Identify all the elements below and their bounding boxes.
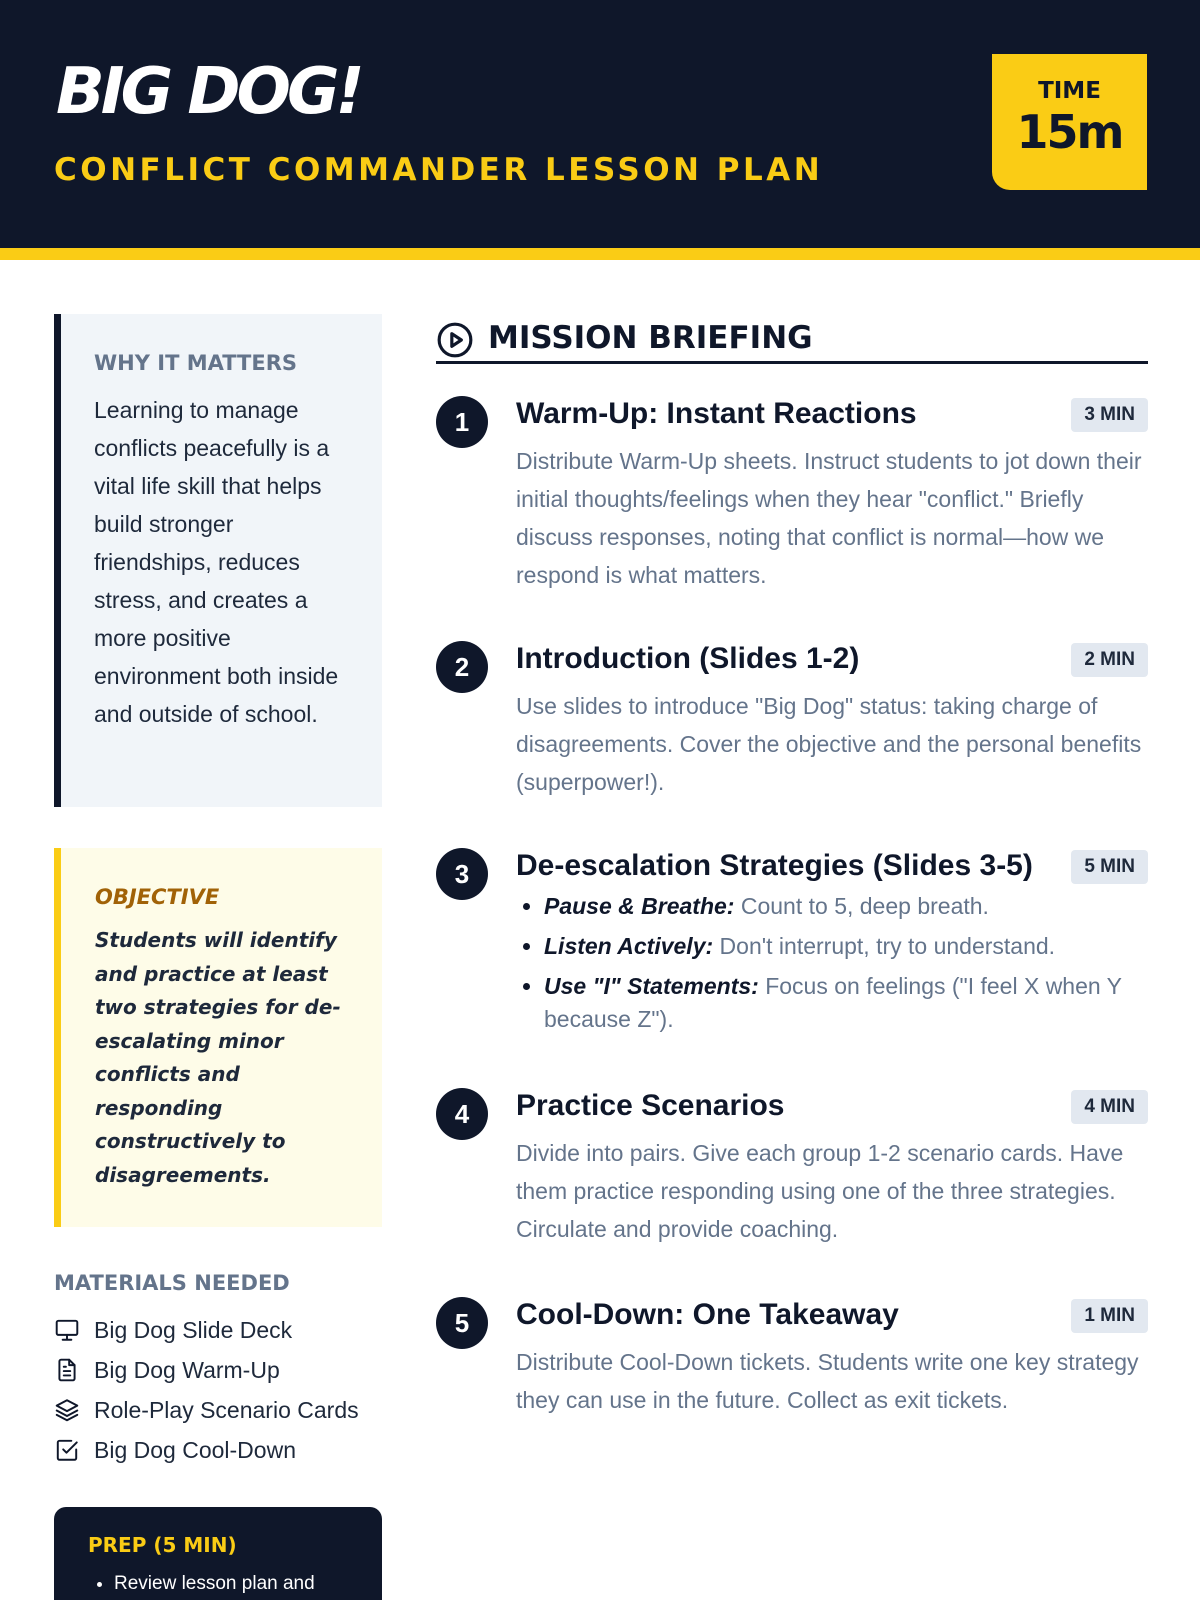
step-title: Cool-Down: One Takeaway [516,1298,899,1331]
material-item [54,1430,394,1470]
document-icon [54,1357,80,1383]
strategy-item [544,890,1148,923]
time-label: TIME [1038,78,1101,104]
time-badge [992,54,1147,190]
step-duration-badge: 5 MIN [1071,850,1148,884]
step-number: 5 [436,1297,488,1349]
strategy-label: Pause & Breathe: [544,893,735,919]
step-duration-badge: 2 MIN [1071,643,1148,677]
objective-text: Students will identify and practice at least two strategies for de-escalating minor conflicts and responding constructively to disagreements. [95,928,341,1187]
why-it-matters-title: WHY IT MATTERS [94,351,297,375]
strategy-item [544,930,1148,963]
step-duration-badge: 4 MIN [1071,1090,1148,1124]
step-title: De-escalation Strategies (Slides 3-5) [516,849,1033,882]
step-title: Introduction (Slides 1-2) [516,642,860,675]
strategy-text: Count to 5, deep breath. [740,893,989,919]
mission-briefing-title: MISSION BRIEFING [488,319,813,356]
step-title: Warm-Up: Instant Reactions [516,397,917,430]
material-item [54,1310,394,1350]
lesson-subtitle: CONFLICT COMMANDER LESSON PLAN [54,152,824,188]
header-accent-stripe [0,248,1200,260]
play-circle-icon [436,321,474,359]
step-description: Divide into pairs. Give each group 1-2 scenario cards. Have them practice responding using one of the three strategies. Circulate and provide coaching. [516,1140,1124,1242]
layers-icon [54,1397,80,1423]
brand-title: BIG DOG! [56,55,361,129]
material-label: Big Dog Warm-Up [94,1356,280,1383]
step-duration-badge: 3 MIN [1071,398,1148,432]
strategy-item [544,970,1148,1036]
why-it-matters-text: Learning to manage conflicts peacefully is a vital life skill that helps build stronger friendships, reduces stress, and creates a more positive environment both inside and outside of school. [94,397,339,727]
prep-list [88,1571,348,1597]
material-label: Role-Play Scenario Cards [94,1396,359,1423]
header-banner [0,0,1200,248]
material-label: Big Dog Slide Deck [94,1316,293,1343]
materials-list [54,1310,394,1470]
checkbox-icon [54,1437,80,1463]
time-value: 15m [1016,105,1123,159]
strategy-text: Don't interrupt, try to understand. [719,933,1056,959]
step-title: Practice Scenarios [516,1089,785,1122]
objective-panel [54,848,382,1227]
step-number: 1 [436,396,488,448]
objective-title: OBJECTIVE [95,885,220,909]
material-item [54,1350,394,1390]
material-item [54,1390,394,1430]
step-number: 3 [436,848,488,900]
mission-briefing-header [436,314,1148,364]
step-duration-badge: 1 MIN [1071,1299,1148,1333]
materials-title: MATERIALS NEEDED [54,1271,290,1295]
strategy-label: Use "I" Statements: [544,973,759,999]
monitor-icon [54,1317,80,1343]
step-description: Distribute Warm-Up sheets. Instruct students to jot down their initial thoughts/feelings when they hear "conflict." Briefly discuss responses, noting that conflict is normal—how we respond is what matters. [516,448,1142,588]
strategy-list [516,890,1148,1043]
step-number: 2 [436,641,488,693]
why-it-matters-panel [54,314,382,807]
prep-panel [54,1507,382,1600]
material-label: Big Dog Cool-Down [94,1436,296,1463]
step-description: Use slides to introduce "Big Dog" status: taking charge of disagreements. Cover the objective and the personal benefits (superpower!). [516,693,1142,795]
strategy-text: Focus on feelings ("I feel X when Y because Z"). [544,973,1122,1032]
step-description: Distribute Cool-Down tickets. Students write one key strategy they can use in the future. Collect as exit tickets. [516,1349,1139,1413]
prep-item: • Review lesson plan and [114,1571,348,1597]
step-number: 4 [436,1088,488,1140]
strategy-label: Listen Actively: [544,933,714,959]
prep-title: PREP (5 MIN) [88,1533,237,1557]
